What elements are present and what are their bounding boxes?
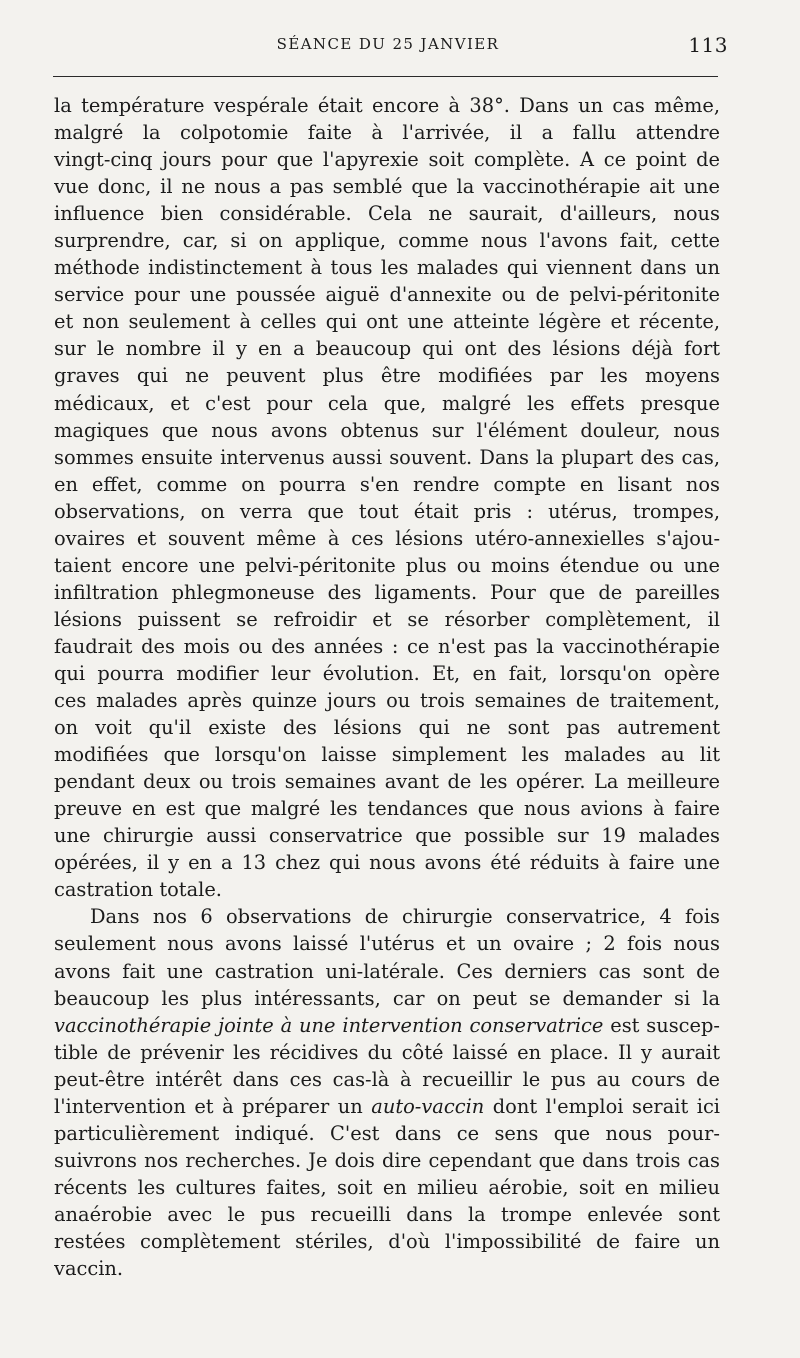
text-line: observations, on verra que tout était pris : utérus, trompes, [54,499,720,523]
line-remainder: est suscep- [603,1013,720,1037]
text-line: ces malades après quinze jours ou trois semaines de traitement, [54,689,720,713]
text-line: ovaires et souvent même à ces lésions utéro-annexielles s'ajou- [54,526,720,550]
body-text [54,92,720,1282]
text-line: lésions puissent se refroidir et se résorber complètement, il [54,607,720,631]
text-line: preuve en est que malgré les tendances que nous avions à faire [54,797,720,821]
text-line: sommes ensuite intervenus aussi souvent. Dans la plupart des cas, [54,445,720,469]
italic-phrase: vaccinothérapie jointe à une intervention conservatrice [54,1013,604,1037]
text-line-with-italic [54,1012,720,1039]
text-line: beaucoup les plus intéressants, car on peut se demander si la [54,986,720,1010]
text-line: faudrait des mois ou des années : ce n'est pas la vaccinothérapie [54,634,720,658]
text-line: suivrons nos recherches. Je dois dire cependant que dans trois cas [54,1148,720,1172]
text-line: anaérobie avec le pus recueilli dans la trompe enlevée sont [54,1202,720,1226]
text-line: vue donc, il ne nous a pas semblé que la vaccinothérapie ait une [54,175,720,199]
text-line: magiques que nous avons obtenus sur l'élément douleur, nous [54,418,720,442]
text-line: médicaux, et c'est pour cela que, malgré les effets presque [54,391,720,415]
running-title: SÉANCE DU 25 JANVIER [276,35,500,53]
text-line: particulièrement indiqué. C'est dans ce sens que nous pour- [54,1121,720,1145]
text-line: service pour une poussée aiguë d'annexite ou de pelvi-péritonite [54,283,720,307]
page-number: 113 [688,33,728,57]
text-line: en effet, comme on pourra s'en rendre compte en lisant nos [54,472,720,496]
page-header [52,33,728,57]
paragraph-end-line: vaccin. [54,1257,124,1281]
italic-phrase: auto-vaccin [371,1094,485,1118]
text-line: qui pourra modifier leur évolution. Et, en fait, lorsqu'on opère [54,661,720,685]
paragraph-end-line: castration totale. [54,878,222,902]
text-line-with-italic [54,1093,720,1120]
text-line: peut-être intérêt dans ces cas-là à recueillir le pus au cours de [54,1067,720,1091]
line-remainder: dont l'emploi serait ici [484,1094,720,1118]
text-line: sur le nombre il y en a beaucoup qui ont des lésions déjà fort [54,337,720,361]
text-line: infiltration phlegmoneuse des ligaments. Pour que de pareilles [54,580,720,604]
text-line: méthode indistinctement à tous les malades qui viennent dans un [54,256,720,280]
text-line: malgré la colpotomie faite à l'arrivée, il a fallu attendre [54,121,720,145]
text-line: vingt-cinq jours pour que l'apyrexie soit complète. A ce point de [54,148,720,172]
text-line: la température vespérale était encore à 38°. Dans un cas même, [54,94,720,117]
text-line: surprendre, car, si on applique, comme nous l'avons fait, cette [54,229,720,253]
text-line: récents les cultures faites, soit en milieu aérobie, soit en milieu [54,1175,720,1199]
text-line: restées complètement stériles, d'où l'impossibilité de faire un [54,1229,720,1253]
text-line: opérées, il y en a 13 chez qui nous avons été réduits à faire une [54,851,720,875]
text-line: on voit qu'il existe des lésions qui ne sont pas autrement [54,716,720,740]
text-line: pendant deux ou trois semaines avant de les opérer. La meilleure [54,770,720,794]
text-line: avons fait une castration uni-latérale. Ces derniers cas sont de [54,959,720,983]
text-line: influence bien considérable. Cela ne saurait, d'ailleurs, nous [54,202,720,226]
line-start: l'intervention et à préparer un [54,1094,372,1118]
text-line: seulement nous avons laissé l'utérus et un ovaire ; 2 fois nous [54,932,720,956]
text-line: et non seulement à celles qui ont une atteinte légère et récente, [54,310,720,334]
text-line: graves qui ne peuvent plus être modifiées par les moyens [54,364,720,388]
text-line: taient encore une pelvi-péritonite plus ou moins étendue ou une [54,553,720,577]
text-line: une chirurgie aussi conservatrice que possible sur 19 malades [54,824,720,848]
paragraph-start-line: Dans nos 6 observations de chirurgie conservatrice, 4 fois [90,905,720,929]
text-line: tible de prévenir les récidives du côté laissé en place. Il y aurait [54,1040,720,1064]
text-line: modifiées que lorsqu'on laisse simplement les malades au lit [54,743,720,767]
header-rule [53,76,718,77]
